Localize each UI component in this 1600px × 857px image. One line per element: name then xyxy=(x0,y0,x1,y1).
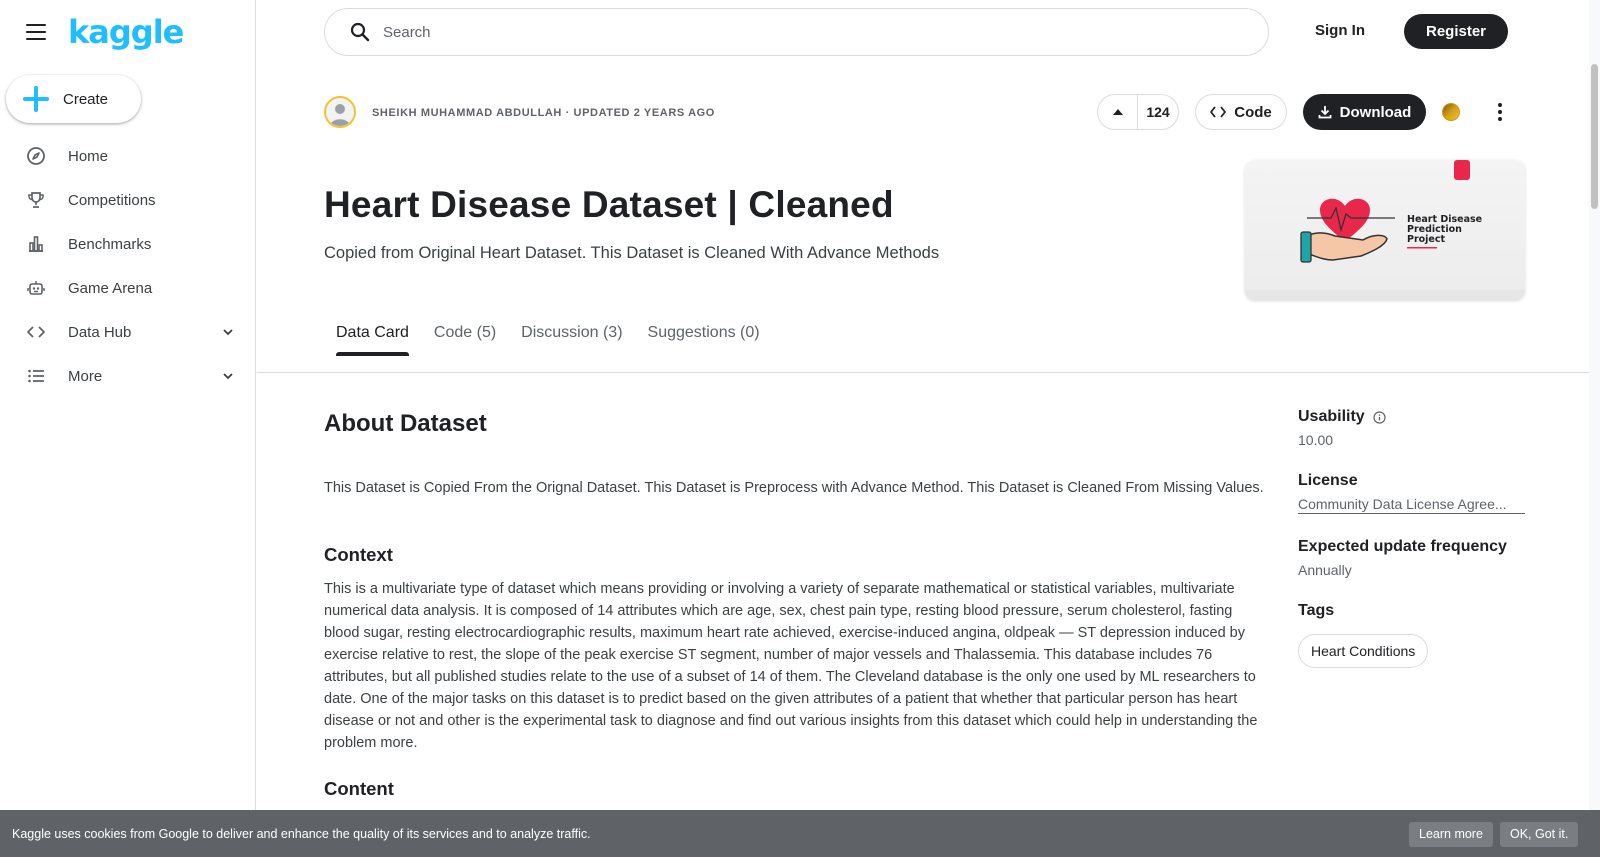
license-link[interactable]: Community Data License Agree... xyxy=(1298,496,1525,514)
sidebar-item-more[interactable] xyxy=(0,354,256,398)
tabs-divider xyxy=(257,372,1589,373)
cover-text-line2: Prediction xyxy=(1407,224,1462,235)
dataset-metadata-panel xyxy=(1298,408,1525,668)
tab-suggestions[interactable]: Suggestions (0) xyxy=(647,324,760,341)
sidebar xyxy=(0,0,256,857)
dataset-cover-image xyxy=(1245,160,1525,300)
about-heading: About Dataset xyxy=(324,410,487,437)
usability-label-text: Usability xyxy=(1298,408,1365,425)
accept-cookies-button[interactable]: OK, Got it. xyxy=(1500,822,1578,847)
plus-icon xyxy=(23,86,49,112)
search-input[interactable] xyxy=(383,24,1243,41)
usability-label xyxy=(1298,408,1525,426)
download-button[interactable] xyxy=(1303,94,1426,130)
trophy-icon xyxy=(26,190,46,210)
sign-in-button[interactable]: Sign In xyxy=(1315,22,1365,39)
page-title: Heart Disease Dataset | Cleaned xyxy=(324,184,894,225)
dataset-subtitle: Copied from Original Heart Dataset. This Dataset is Cleaned With Advance Methods xyxy=(324,244,940,262)
sidebar-item-label: Competitions xyxy=(68,191,156,209)
code-brackets-icon xyxy=(1210,105,1226,119)
sidebar-item-label: Game Arena xyxy=(68,279,153,297)
update-frequency-label: Expected update frequency xyxy=(1298,538,1507,555)
update-frequency-value: Annually xyxy=(1298,562,1352,578)
register-button[interactable]: Register xyxy=(1404,14,1508,49)
dataset-tabs xyxy=(324,324,785,356)
tab-code[interactable]: Code (5) xyxy=(433,324,497,341)
sidebar-item-competitions[interactable] xyxy=(0,178,256,222)
sidebar-item-benchmarks[interactable] xyxy=(0,222,256,266)
search-icon xyxy=(349,21,371,43)
tab-discussion[interactable]: Discussion (3) xyxy=(521,324,623,341)
upvote-count: 124 xyxy=(1146,104,1170,120)
code-button[interactable] xyxy=(1195,94,1287,130)
download-icon xyxy=(1318,105,1332,119)
bar-chart-icon xyxy=(26,234,46,254)
cookie-banner xyxy=(0,810,1600,857)
context-text: This is a multivariate type of dataset which means providing or involving a variety of separate mathematical or statistical variables, multivariate numerical data analysis. It is composed of 14 attributes which are age, sex, chest pain type, resting blood pressure, serum cholesterol, fasting blood sugar, resting electrocardiographic results, maximum heart rate achieved, exercise-induced angina, oldpeak — ST depression induced by exercise relative to rest, the slope of the peak exercise ST segment, number of major vessels and Thalassemia. This database includes 76 attributes, but all published studies relate to the use of a subset of 14 of them. The Cleveland database is the only one used by ML researchers to date. One of the major tasks on this dataset is to predict based on the given attributes of a patient that whether that particular person has heart disease or not and other is the experimental task to diagnose and find out various insights from this dataset which could help in understanding the problem more. xyxy=(324,581,1258,751)
cover-text-line1: Heart Disease xyxy=(1407,214,1483,225)
usability-value: 10.00 xyxy=(1298,432,1334,448)
author-meta[interactable]: SHEIKH MUHAMMAD ABDULLAH · UPDATED 2 YEARS AGO xyxy=(372,107,715,119)
create-label: Create xyxy=(63,90,109,108)
sidebar-item-home[interactable] xyxy=(0,134,256,178)
content-heading: Content xyxy=(324,778,394,799)
compass-icon xyxy=(26,146,46,166)
brand xyxy=(26,13,184,51)
sidebar-item-label: More xyxy=(68,367,103,385)
sidebar-nav xyxy=(0,134,256,398)
license-label: License xyxy=(1298,472,1358,489)
sidebar-item-label: Benchmarks xyxy=(68,235,152,253)
cover-text-line3: Project xyxy=(1407,234,1446,245)
list-icon xyxy=(26,366,46,386)
chevron-down-icon[interactable] xyxy=(220,324,236,340)
code-brackets-icon xyxy=(26,322,46,342)
code-button-label: Code xyxy=(1234,103,1272,121)
sidebar-item-game-arena[interactable] xyxy=(0,266,256,310)
context-heading: Context xyxy=(324,544,393,565)
tags-label: Tags xyxy=(1298,602,1335,619)
intro-text: This Dataset is Copied From the Orignal Dataset. This Dataset is Preprocess with Advance Method. This Dataset is Cleaned From Missing Values. xyxy=(324,480,1264,496)
caret-up-icon xyxy=(1112,108,1124,116)
search-bar[interactable] xyxy=(324,8,1269,56)
chevron-down-icon[interactable] xyxy=(220,368,236,384)
kaggle-logo[interactable]: kaggle xyxy=(68,13,184,51)
bronze-medal-icon[interactable] xyxy=(1442,103,1460,121)
info-icon[interactable] xyxy=(1373,411,1386,424)
cookie-message: Kaggle uses cookies from Google to deliver and enhance the quality of its services and to analyze traffic. xyxy=(12,826,591,841)
upvote-control xyxy=(1097,94,1179,130)
robot-icon xyxy=(26,278,46,298)
sidebar-item-label: Data Hub xyxy=(68,323,132,341)
download-button-label: Download xyxy=(1339,103,1412,121)
tab-data-card[interactable]: Data Card xyxy=(336,324,409,356)
menu-icon[interactable] xyxy=(26,24,46,40)
avatar[interactable] xyxy=(324,96,356,128)
more-options-icon[interactable] xyxy=(1490,100,1510,124)
sidebar-item-label: Home xyxy=(68,147,109,165)
learn-more-button[interactable]: Learn more xyxy=(1409,822,1493,847)
sidebar-item-data-hub[interactable] xyxy=(0,310,256,354)
create-button[interactable] xyxy=(6,75,141,123)
scrollbar-thumb[interactable] xyxy=(1591,64,1598,209)
upvote-button[interactable] xyxy=(1098,95,1138,129)
tag-chip[interactable]: Heart Conditions xyxy=(1298,634,1428,668)
